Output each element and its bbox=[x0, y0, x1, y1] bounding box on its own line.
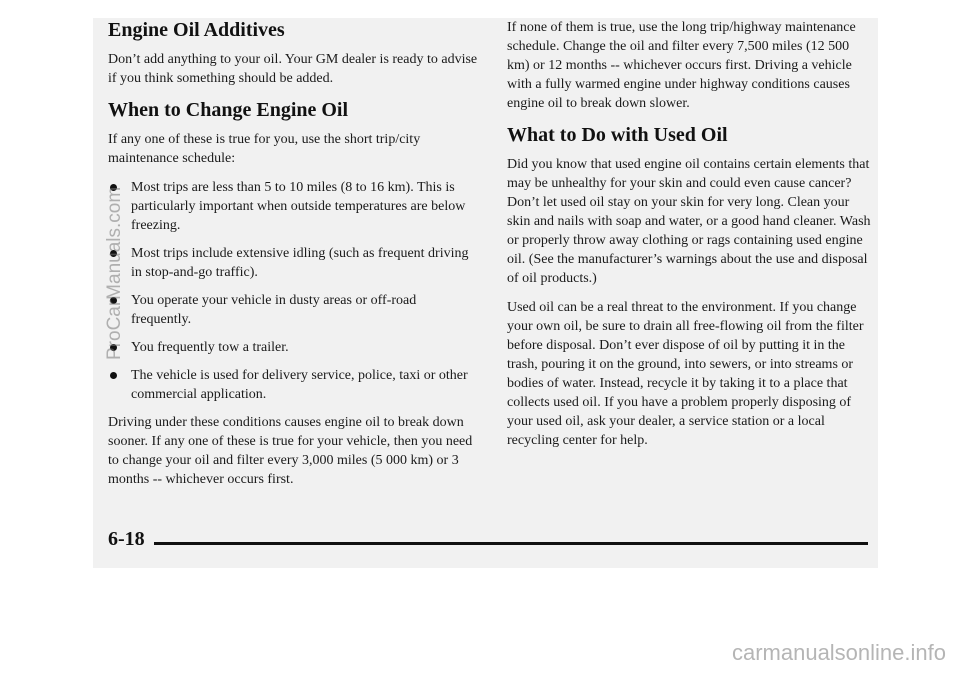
heading-engine-oil-additives: Engine Oil Additives bbox=[108, 19, 285, 41]
paragraph-used-oil-health: Did you know that used engine oil contains certain elements that may be unhealthy for your skin and could even cause cancer? Don’t let used oil stay on your skin for very long. Clean your skin and nails with soap and water, or a good hand cleaner. Wash or properly throw away clothing or rags containing used engine oil. (See the manufacturer’s warnings about the use and disposal of oil products.) bbox=[507, 157, 871, 286]
footer-rule bbox=[154, 542, 868, 545]
list-item-text: The vehicle is used for delivery service, police, taxi or other commercial application. bbox=[131, 368, 468, 402]
bullet-icon bbox=[110, 372, 117, 379]
list-item bbox=[108, 291, 478, 329]
heading-used-oil: What to Do with Used Oil bbox=[507, 124, 728, 146]
paragraph-long-trip: If none of them is true, use the long trip/highway maintenance schedule. Change the oil and filter every 7,500 miles (12 500 km) or 12 months -- whichever occurs first. Driving a vehicle with a fully warmed engine under highway conditions causes engine oil to break down slower. bbox=[507, 20, 856, 111]
paragraph-used-oil-environment: Used oil can be a real threat to the environment. If you change your own oil, be sure to drain all free-flowing oil from the filter before disposal. Don’t ever dispose of oil by putting it in the trash, pouring it on the ground, into sewers, or into streams or bodies of water. Instead, recycle it by taking it to a place that collects used oil. If you have a problem properly disposing of your used oil, ask your dealer, a service station or a local recycling center for help. bbox=[507, 300, 864, 448]
page-footer bbox=[108, 528, 868, 558]
left-column bbox=[108, 18, 478, 499]
list-item-text: You frequently tow a trailer. bbox=[131, 340, 289, 355]
list-item bbox=[108, 244, 478, 282]
page-number: 6-18 bbox=[108, 528, 145, 550]
list-item-text: Most trips are less than 5 to 10 miles (8 to 16 km). This is particularly important when outside temperatures are below freezing. bbox=[131, 180, 466, 233]
heading-when-to-change-oil: When to Change Engine Oil bbox=[108, 99, 349, 121]
paragraph-short-trip-intro: If any one of these is true for you, use the short trip/city maintenance schedule: bbox=[108, 132, 421, 166]
right-column bbox=[507, 18, 875, 460]
conditions-list bbox=[108, 178, 478, 404]
list-item bbox=[108, 178, 478, 235]
paragraph-additives: Don’t add anything to your oil. Your GM dealer is ready to advise if you think something should be added. bbox=[108, 52, 478, 86]
list-item-text: Most trips include extensive idling (such as frequent driving in stop-and-go traffic). bbox=[131, 246, 469, 280]
list-item-text: You operate your vehicle in dusty areas or off-road frequently. bbox=[131, 293, 417, 327]
watermark-procarmanuals: ProCarManuals.com bbox=[104, 186, 125, 360]
list-item bbox=[108, 338, 478, 357]
watermark-carmanualsonline: carmanualsonline.info bbox=[731, 640, 946, 665]
paragraph-conditions-summary: Driving under these conditions causes engine oil to break down sooner. If any one of these is true for your vehicle, then you need to change your oil and filter every 3,000 miles (5 000 km) or 3 months -- whichever occurs first. bbox=[108, 415, 473, 487]
list-item bbox=[108, 366, 478, 404]
